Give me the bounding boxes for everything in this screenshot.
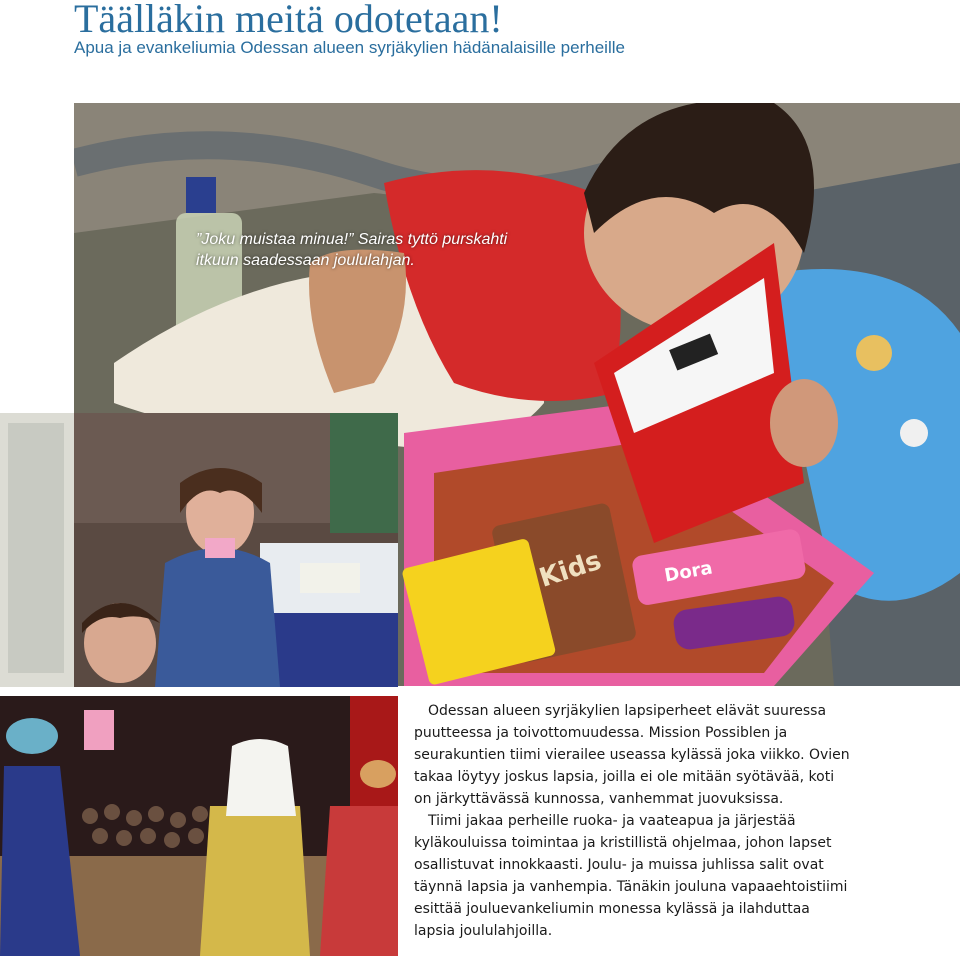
svg-text:Kids: Kids <box>535 545 606 594</box>
page-title: Täälläkin meitä odotetaan! <box>74 0 503 41</box>
box-lettering: Dora <box>662 557 715 587</box>
hall-photo <box>0 696 398 956</box>
page-subtitle: Apua ja evankeliumia Odessan alueen syrjäkylien hädänalaisille perheille <box>74 38 625 57</box>
kitchen-photo <box>0 413 398 687</box>
article-paragraph: Tiimi jakaa perheille ruoka- ja vaateapua ja järjestää kyläkouluissa toimintaa ja kristillistä ohjelmaa, johon lapset osallistuvat innokkaasti. Joulu- ja muissa juhlissa salit ovat täynnä lapsia ja vanhempia. Tänäkin jouluna vapaaehtoistiimi esittää jouluevankeliumin monessa kylässä ja ilahduttaa lapsia joululahjoilla. <box>414 813 848 939</box>
article-body <box>414 700 854 942</box>
article-paragraph: Odessan alueen syrjäkylien lapsiperheet elävät suuressa puutteessa ja toivottomuudessa. Mission Possiblen ja seurakuntien tiimi vierailee useassa kylässä joka viikko. Ovien takaa löytyy joskus lapsia, joilla ei ole mitään syötävää, koti on järkyttävässä kunnossa, vanhemmat juovuksissa. <box>414 703 850 807</box>
photo-caption: ”Joku muistaa minua!” Sairas tyttö purskahti itkuun saadessaan joululahjan. <box>196 231 508 269</box>
